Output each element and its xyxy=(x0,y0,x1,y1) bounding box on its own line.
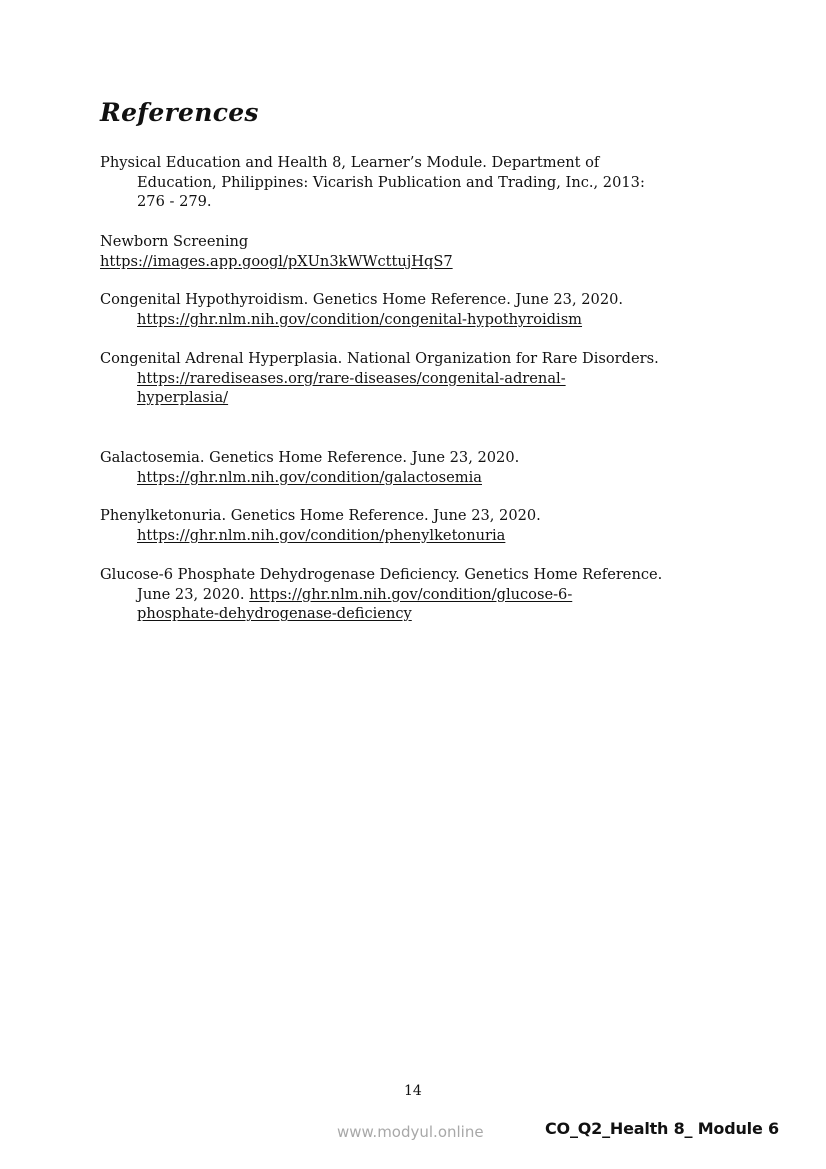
page-number: 14 xyxy=(404,1083,422,1099)
reference-link[interactable]: https://images.app.googl/pXUn3kWWcttujHqS7 xyxy=(100,252,453,270)
reference-entry xyxy=(100,448,519,487)
reference-text: Congenital Adrenal Hyperplasia. National Organization for Rare Disorders. xyxy=(100,350,659,367)
reference-link[interactable]: https://ghr.nlm.nih.gov/condition/congenital-hypothyroidism xyxy=(137,310,583,328)
reference-link[interactable]: https://ghr.nlm.nih.gov/condition/phenylketonuria xyxy=(137,526,506,544)
reference-text: Phenylketonuria. Genetics Home Reference. June 23, 2020. xyxy=(100,507,541,524)
reference-text: Congenital Hypothyroidism. Genetics Home Reference. June 23, 2020. xyxy=(100,291,624,308)
reference-link[interactable]: hyperplasia/ xyxy=(137,389,229,407)
reference-link[interactable]: https://ghr.nlm.nih.gov/condition/galactosemia xyxy=(137,468,482,486)
reference-text: Glucose-6 Phosphate Dehydrogenase Deficiency. Genetics Home Reference. xyxy=(100,566,663,583)
module-code: CO_Q2_Health 8_ Module 6 xyxy=(545,1119,779,1138)
watermark: www.modyul.online xyxy=(337,1123,484,1141)
reference-entry xyxy=(100,232,453,271)
reference-link[interactable]: phosphate-dehydrogenase-deficiency xyxy=(137,605,412,623)
reference-link[interactable]: https://rarediseases.org/rare-diseases/congenital-adrenal- xyxy=(137,369,566,387)
reference-link[interactable]: https://ghr.nlm.nih.gov/condition/glucose-6- xyxy=(249,585,573,603)
reference-text: Newborn Screening xyxy=(100,233,249,250)
reference-entry xyxy=(100,565,662,624)
reference-entry xyxy=(100,506,541,545)
page-title: References xyxy=(100,98,259,127)
reference-text: Physical Education and Health 8, Learner’s Module. Department of xyxy=(100,154,600,171)
reference-text: 276 - 279. xyxy=(137,193,212,211)
reference-text: Galactosemia. Genetics Home Reference. June 23, 2020. xyxy=(100,449,520,466)
reference-date: June 23, 2020. xyxy=(137,585,245,603)
reference-entry xyxy=(100,290,623,329)
reference-entry xyxy=(100,153,645,212)
reference-text: Education, Philippines: Vicarish Publication and Trading, Inc., 2013: xyxy=(137,173,645,191)
reference-entry xyxy=(100,349,659,408)
